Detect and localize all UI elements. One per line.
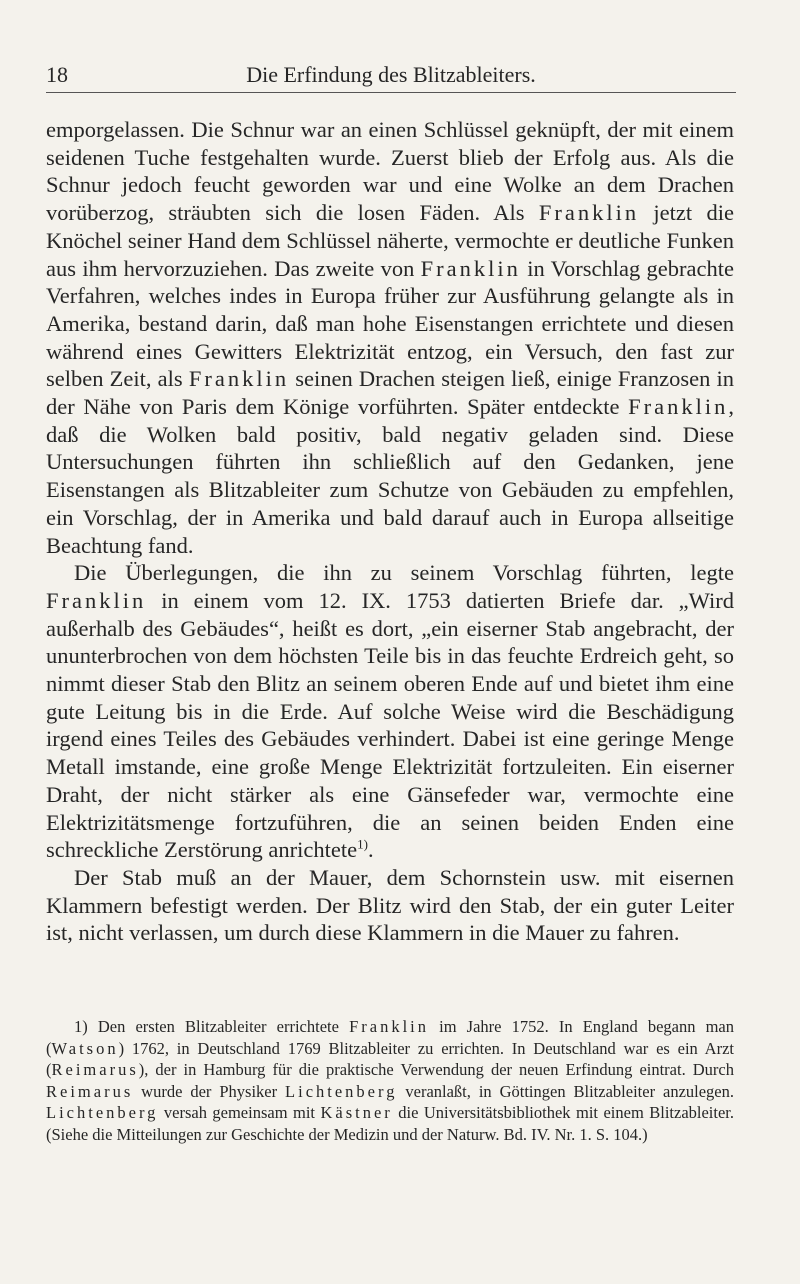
name-franklin: Franklin — [46, 587, 147, 613]
name-franklin: Franklin — [628, 394, 729, 420]
footnote-ref: 1) — [357, 836, 368, 852]
name-lichtenberg: Lichtenberg — [285, 1081, 398, 1101]
page-header — [46, 62, 736, 92]
running-title: Die Erfindung des Blitzableiters. — [246, 62, 536, 87]
main-text — [46, 116, 734, 947]
name-lichtenberg: Lichtenberg — [46, 1103, 159, 1123]
name-franklin: Franklin — [538, 200, 640, 226]
footnote: 1) Den ersten Blitzableiter errichtete Franklin im Jahre 1752. In England begann man (Watson) 1762, in Deutschland 1769 Blitzableiter zu errichten. In Deutschland war es ein Arzt (Reimarus), der in Hamburg für die praktische Verwendung der neuen Erfindung eintrat. Durch Reimarus wurde der Physiker Lichtenberg veranlaßt, in Göttingen Blitzableiter anzulegen. Lichtenberg versah gemeinsam mit Kästner die Universitätsbibliothek mit einem Blitzableiter. (Siehe die Mitteilungen zur Geschichte der Medizin und der Naturw. Bd. IV. Nr. 1. S. 104.) — [46, 1017, 734, 1144]
name-reimarus: Reimarus — [46, 1081, 134, 1101]
name-reimarus: Reimarus — [51, 1060, 139, 1080]
name-franklin: Franklin — [188, 366, 290, 392]
name-kaestner: Kästner — [320, 1103, 393, 1123]
paragraph-1: emporgelassen. Die Schnur war an einen Schlüssel geknüpft, der mit einem seidenen Tuche festgehalten wurde. Zuerst blieb der Erfolg aus. Als die Schnur jedoch feucht geworden war und eine Wolke an dem Drachen vorüberzog, sträubten sich die losen Fäden. Als Franklin jetzt die Knöchel seiner Hand dem Schlüssel näherte, vermochte er deutliche Funken aus ihm hervorzuziehen. Das zweite von Franklin in Vorschlag gebrachte Verfahren, welches indes in Europa früher zur Ausführung gelangte als in Amerika, bestand darin, daß man hohe Eisenstangen errichtete und diesen während eines Gewitters Elektrizität entzog, ein Versuch, den fast zur selben Zeit, als Franklin seinen Drachen steigen ließ, einige Franzosen in der Nähe von Paris dem Könige vorführten. Später entdeckte Franklin, daß die Wolken bald positiv, bald negativ geladen sind. Diese Untersuchungen führten ihn schließlich auf den Gedanken, jene Eisenstangen als Blitzableiter zum Schutze von Gebäuden zu empfehlen, ein Vorschlag, der in Amerika und bald darauf auch in Europa allseitige Beachtung fand. — [46, 117, 734, 558]
paragraph-3: Der Stab muß an der Mauer, dem Schornstein usw. mit eisernen Klammern befestigt werden. Der Blitz wird den Stab, der ein guter Leiter ist, nicht verlassen, um durch diese Klammern in die Mauer zu fahren. — [46, 864, 734, 946]
page-number: 18 — [46, 62, 68, 87]
name-franklin: Franklin — [349, 1017, 429, 1036]
paragraph-2: Die Überlegungen, die ihn zu seinem Vorschlag führten, legte Franklin in einem vom 12. IX. 1753 datierten Briefe dar. „Wird außerhalb des Gebäudes“, heißt es dort, „ein eiserner Stab angebracht, der ununterbrochen von dem höchsten Teile bis in das feuchte Erdreich geht, so nimmt dieser Stab den Blitz an seinem oberen Ende auf und bietet ihm eine gute Leitung bis in die Erde. Auf solche Weise wird die Beschädigung irgend eines Teiles des Gebäudes verhindert. Dabei ist eine geringe Menge Metall imstande, eine große Menge Elektrizität fortzuleiten. Ein eiserner Draht, der nicht stärker als eine Gänsefeder war, vermochte eine Elektrizitätsmenge fortzuführen, die an seinen beiden Enden eine schreckliche Zerstörung anrichtete$^{1)}$. — [46, 560, 734, 863]
name-watson: Watson — [51, 1038, 119, 1058]
name-franklin: Franklin — [420, 255, 521, 281]
header-rule — [46, 92, 736, 93]
